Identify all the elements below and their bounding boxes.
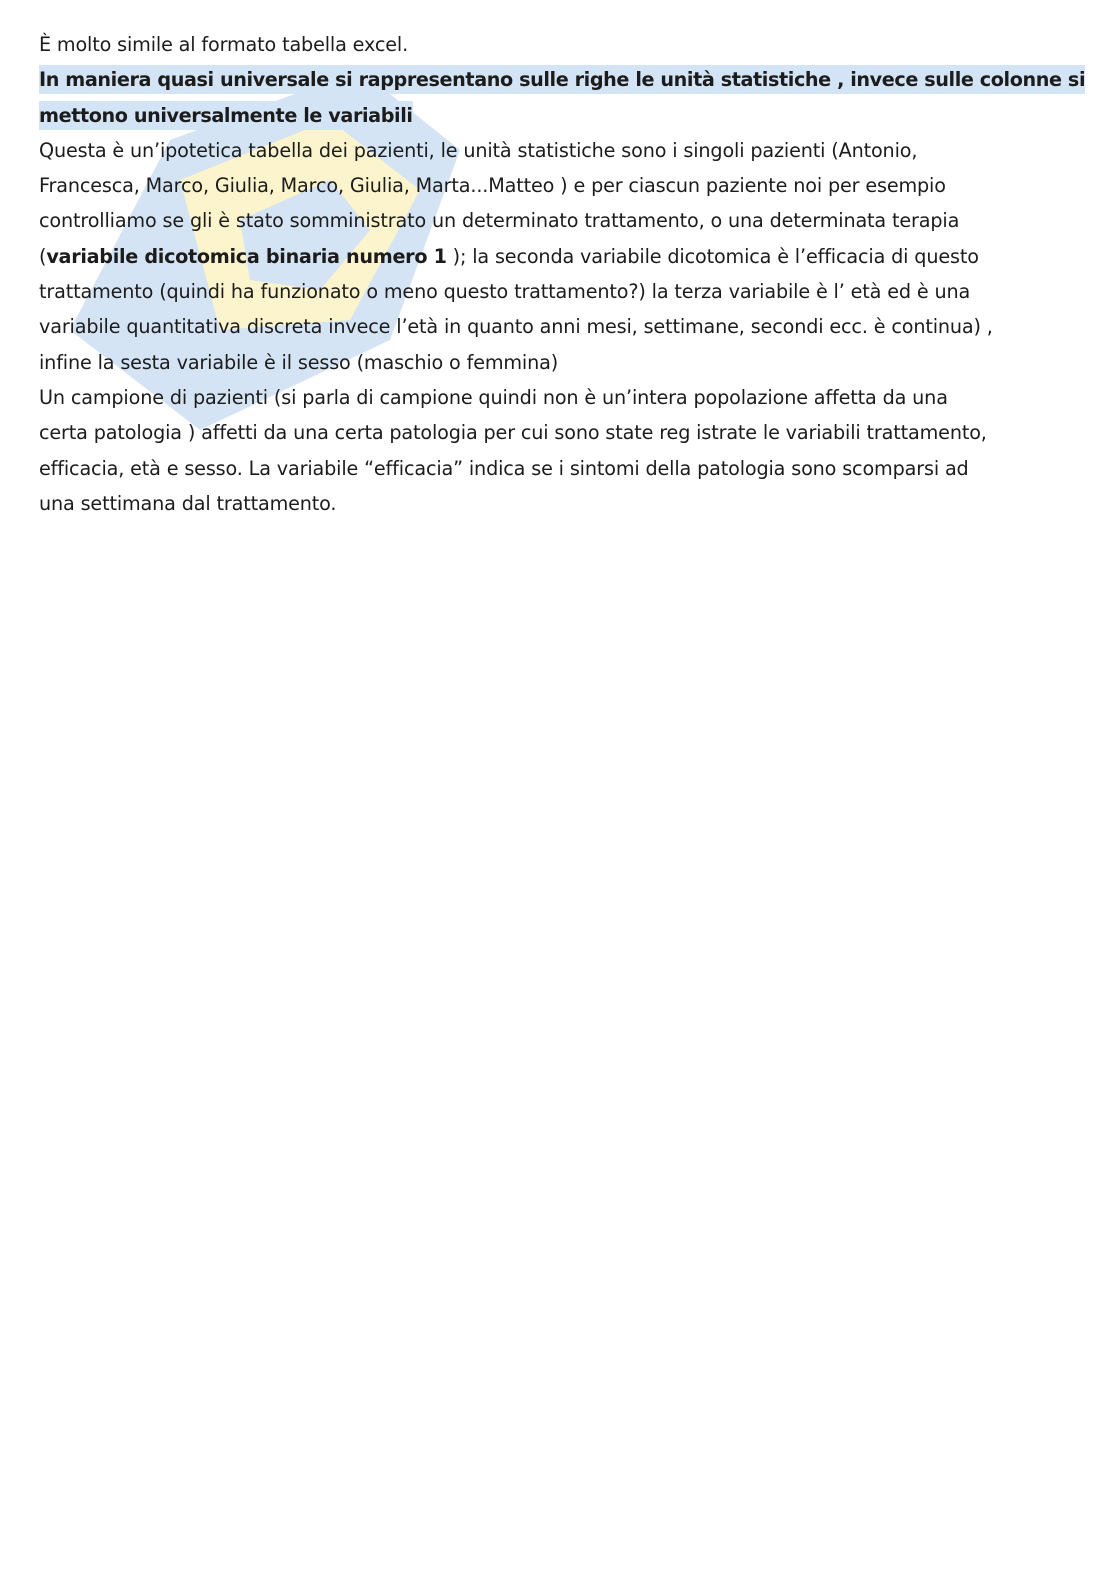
paragraph-3-line-3: efficacia, età e sesso. La variabile “efficacia” indica se i sintomi della patologia sono scomparsi ad: [39, 456, 969, 480]
paragraph-3-line-4: una settimana dal trattamento.: [39, 491, 337, 515]
bold-term: variabile dicotomica binaria numero 1: [46, 244, 447, 268]
document-body: [39, 27, 1089, 521]
intro-line: È molto simile al formato tabella excel.: [39, 33, 409, 56]
paragraph-2-line-6: variabile quantitativa discreta invece l’età in quanto anni mesi, settimane, secondi ecc. è continua) ,: [39, 315, 993, 339]
paragraph-2-line-4: [39, 239, 1089, 274]
paragraph-2-line-4-rest: ); la seconda variabile dicotomica è l’efficacia di questo: [446, 244, 979, 268]
paragraph-3-line-1: Un campione di pazienti (si parla di campione quindi non è un’intera popolazione affetta da una: [39, 385, 948, 409]
paragraph-2-line-2: Francesca, Marco, Giulia, Marco, Giulia, Marta...Matteo ) e per ciascun paziente noi per esempio: [39, 174, 946, 198]
paragraph-3-line-2: certa patologia ) affetti da una certa patologia per cui sono state reg istrate le variabili trattamento,: [39, 421, 987, 445]
paragraph-2-line-1: Questa è un’ipotetica tabella dei pazienti, le unità statistiche sono i singoli pazienti (Antonio,: [39, 138, 918, 162]
highlighted-text-1: In maniera quasi universale si rappresentano sulle righe le unità statistiche , invece sulle colonne si: [39, 65, 1085, 94]
paragraph-2-line-7: infine la sesta variabile è il sesso (maschio o femmina): [39, 350, 559, 374]
highlighted-statement-line-1: [39, 62, 1089, 97]
open-paren: (: [39, 244, 47, 268]
highlighted-text-2: mettono universalmente le variabili: [39, 101, 413, 130]
paragraph-2-line-5: trattamento (quindi ha funzionato o meno questo trattamento?) la terza variabile è l’ età ed è una: [39, 280, 971, 304]
highlighted-statement-line-2: [39, 98, 1089, 133]
paragraph-2-line-3: controlliamo se gli è stato somministrato un determinato trattamento, o una determinata terapia: [39, 209, 960, 233]
